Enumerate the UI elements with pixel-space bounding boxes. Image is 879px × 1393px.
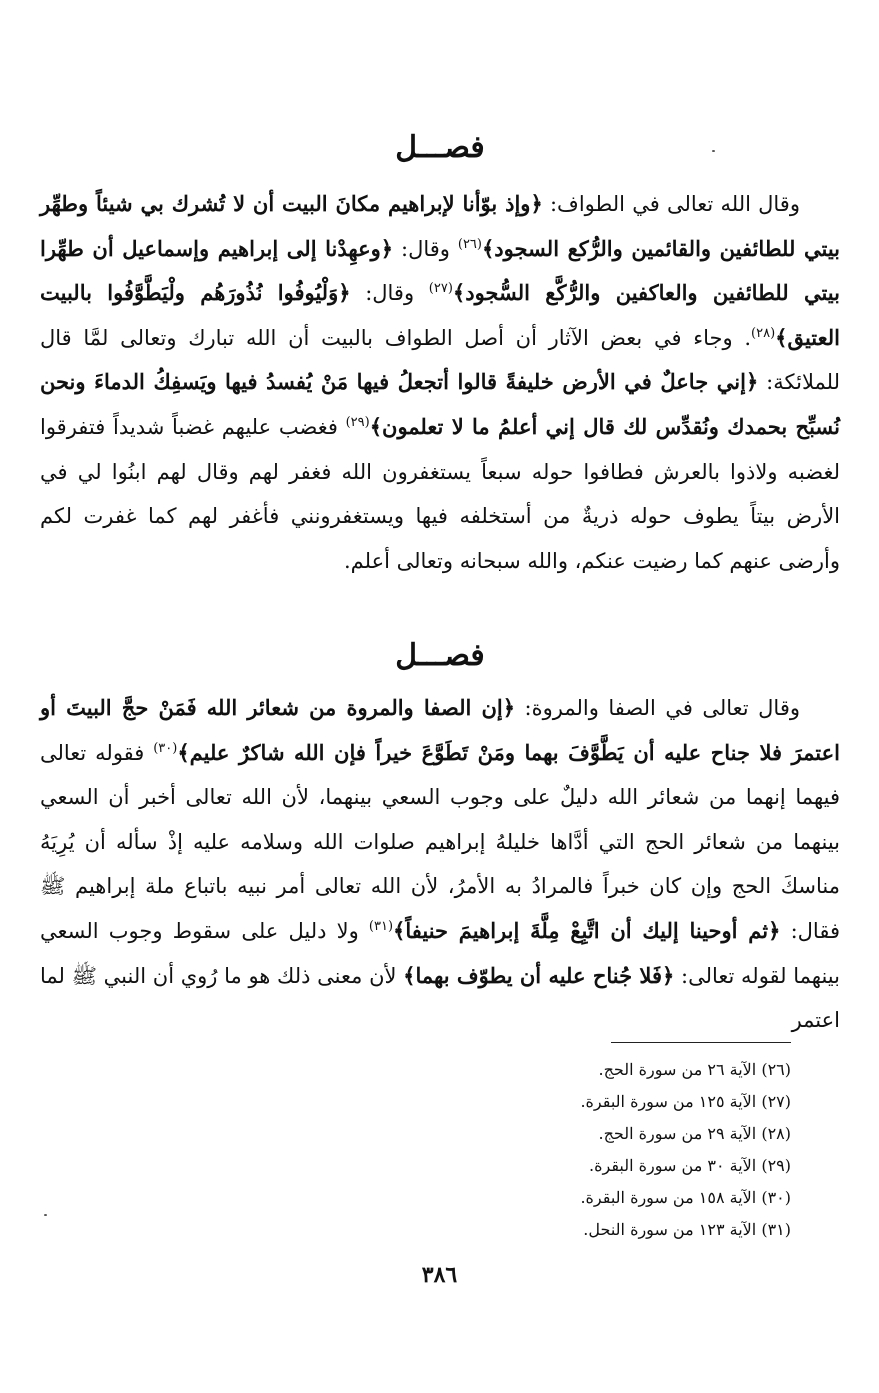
section-heading-text: فصـــل	[395, 130, 485, 165]
quran-verse: ﴿وَلْيُوفُوا نُذُورَهُم ولْيَطَّوَّفُوا بالبيت العتيق﴾	[40, 280, 840, 350]
paragraph-text: فقوله تعالى فيهما إنهما من شعائر الله دليلٌ على وجوب السعي بينهما، لأن الله تعالى أخبر أن السعي بينهما من شعائر الحج التي أدَّاها خليلهُ إبراهيم صلوات الله وسلامه عليه إذْ سأله أن يُرِيَهُ مناسكَ الحج وإن كان خبراً فالمرادُ به الأمرُ، لأن الله تعالى أمر نبيه باتباع ملة إبراهيم ﷺ فقال:	[40, 740, 840, 943]
quran-verse: ﴿إني جاعلٌ في الأرض خليفةً قالوا أتجعلُ فيها مَنْ يُفسدُ فيها ويَسفِكُ الدماءَ ونحن نُسبِّح بحمدك ونُقدِّس لك قال إني أعلمُ ما لا تعلمون﴾	[40, 369, 840, 439]
footnote-item: (٢٦) الآية ٢٦ من سورة الحج.	[598, 1060, 791, 1079]
footnote-item: (٣٠) الآية ١٥٨ من سورة البقرة.	[580, 1188, 791, 1207]
quran-verse: ﴿وإذ بوّأنا لإبراهيم مكانَ البيت أن لا تُشرك بي شيئاً وطهِّر بيتي للطائفين والقائمين والرُّكع السجود﴾	[40, 191, 841, 261]
paragraph-text: لأن معنى ذلك هو ما رُوي أن النبي ﷺ لما اعتمر	[40, 963, 840, 1033]
paragraph-text: وقال:	[350, 281, 429, 306]
footnote-item: (٢٨) الآية ٢٩ من سورة الحج.	[598, 1124, 791, 1143]
footnote-ref: (٣٠)	[153, 740, 178, 756]
paragraph-text: ولا دليل على سقوط وجوب السعي بينهما لقوله تعالى:	[40, 918, 840, 988]
paragraph-text: وقال الله تعالى في الطواف:	[542, 192, 800, 216]
page-number: ٣٨٦	[421, 1262, 458, 1288]
footnote-item: (٢٩) الآية ٣٠ من سورة البقرة.	[589, 1156, 791, 1175]
paragraph-text: وقال تعالى في الصفا والمروة:	[515, 696, 800, 720]
footnote-ref: (٣١)	[368, 918, 394, 934]
section-safa-marwa	[40, 636, 840, 1043]
section-paragraph	[40, 686, 840, 1043]
scan-speck	[44, 1214, 47, 1216]
footnote-item: (٣١) الآية ١٢٣ من سورة النحل.	[583, 1220, 791, 1239]
section-heading	[40, 128, 840, 168]
quran-verse: ﴿فَلا جُناح عليه أن يطوّف بهما﴾	[403, 962, 675, 988]
footnote-ref: (٢٨)	[751, 325, 776, 341]
quran-verse: ﴿وعهِدْنا إلى إبراهيم وإسماعيل أن طهِّرا بيتي للطائفين والعاكفين والرُّكَّع السُّجود﴾	[40, 235, 840, 306]
section-tawaf	[40, 128, 840, 583]
section-heading-text: فصـــل	[395, 638, 485, 673]
footnote-ref: (٢٦)	[457, 236, 482, 252]
paragraph-text: وقال:	[393, 236, 458, 261]
paragraph-text: فغضب عليهم غضباً شديداً فتفرقوا لغضبه ولاذوا بالعرش فطافوا حوله سبعاً يستغفرون الله فغفر لهم وقال لهم ابنُوا لي في الأرض بيتاً يطوف حوله ذريةٌ من أستخلفه فيها ويستغفرونني فأغفر لهم كما غفرت لكم وأرضى عنهم كما رضيت عنكم، والله سبحانه وتعالى أعلم.	[40, 414, 840, 573]
quran-verse: ﴿ثم أوحينا إليك أن اتَّبِعْ مِلَّةَ إبراهيمَ حنيفاً﴾	[393, 917, 781, 943]
footnote-item: (٢٧) الآية ١٢٥ من سورة البقرة.	[580, 1092, 791, 1111]
section-paragraph	[40, 182, 840, 583]
footnote-ref: (٢٩)	[345, 414, 370, 430]
paragraph-text: . وجاء في بعض الآثار أن أصل الطواف بالبيت أن الله تبارك وتعالى لمَّا قال للملائكة:	[40, 325, 840, 395]
footnote-ref: (٢٧)	[428, 281, 453, 297]
section-heading	[40, 636, 840, 676]
quran-verse: ﴿إن الصفا والمروة من شعائر الله فَمَنْ حجَّ البيتَ أو اعتمرَ فلا جناح عليه أن يَطَّوَّفَ بهما ومَنْ تَطَوَّعَ خيراً فإن الله شاكرٌ عليم﴾	[40, 695, 840, 765]
footnote-divider	[611, 1042, 791, 1043]
footnote-list	[291, 1054, 791, 1246]
